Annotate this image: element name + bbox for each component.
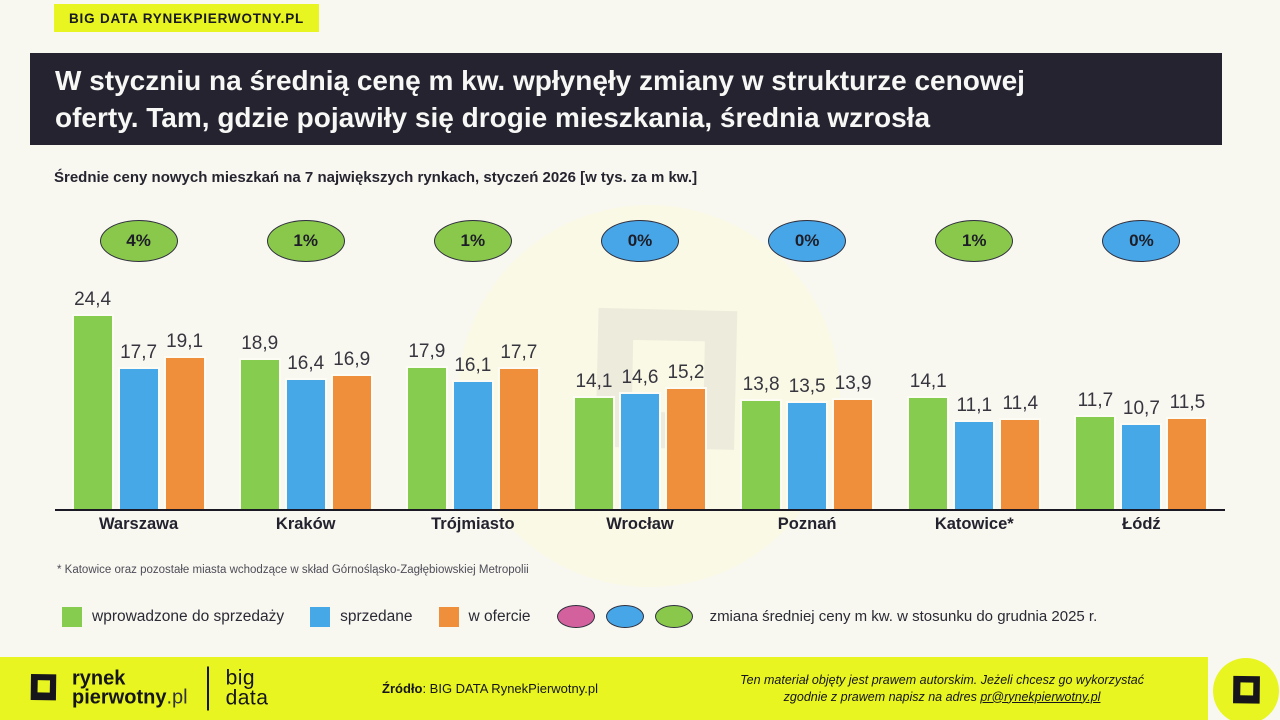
bar-group [55, 220, 222, 509]
page-title-line2: oferty. Tam, gdzie pojawiły się drogie mieszkania, średnia wzrosła [55, 102, 931, 133]
bar-cell [999, 393, 1041, 509]
bar [953, 420, 995, 509]
bar [740, 399, 782, 509]
bar [573, 396, 615, 509]
rynekpierwotny-cube-icon [1226, 669, 1266, 714]
change-badge: 1% [434, 220, 512, 262]
legend-label-sold: sprzedane [340, 607, 413, 625]
bar-cell [285, 353, 327, 509]
bar-group [1058, 220, 1225, 509]
bar [331, 374, 373, 509]
city-label: Trójmiasto [431, 515, 515, 533]
bar-cell [573, 371, 615, 509]
change-badge: 0% [1102, 220, 1180, 262]
legend [62, 605, 1097, 628]
change-note: zmiana średniej ceny m kw. w stosunku do grudnia 2025 r. [709, 608, 1098, 625]
bar [619, 392, 661, 509]
bar-value-label: 11,7 [1077, 390, 1114, 412]
bar-cell [118, 342, 160, 509]
source-value: : BIG DATA RynekPierwotny.pl [422, 681, 598, 696]
bar-cell [1074, 390, 1116, 509]
bar [285, 378, 327, 509]
bar-value-label: 18,9 [241, 332, 279, 354]
bar-chart [55, 220, 1225, 509]
bar-value-label: 16,9 [333, 348, 371, 370]
bar [72, 314, 114, 509]
bar-cell [619, 367, 661, 509]
bar-value-label: 17,7 [500, 342, 538, 364]
logo-word-pierwotny: pierwotny [72, 686, 167, 709]
logo-word-data: data [225, 686, 269, 710]
brand-logo [24, 665, 268, 712]
page-title-line1: W styczniu na średnią cenę m kw. wpłynęły zmiany w strukturze cenowej [55, 65, 1025, 96]
logo-word-rynek: rynek [72, 667, 126, 690]
change-oval-pink-icon [557, 605, 595, 628]
bar-triplet [573, 362, 707, 509]
bar [498, 367, 540, 509]
bar [832, 398, 874, 509]
bar-cell [953, 395, 995, 509]
bar-cell [665, 362, 707, 509]
bar [118, 367, 160, 509]
bar-value-label: 14,6 [621, 367, 659, 389]
bar-group [556, 220, 723, 509]
copyright-note [740, 672, 1144, 706]
city-label: Wrocław [606, 515, 674, 533]
source-note [382, 657, 598, 720]
rynekpierwotny-logo-icon [24, 665, 62, 712]
city-label: Poznań [777, 515, 837, 533]
city-label: Łódź [1122, 515, 1161, 533]
x-axis-line [55, 509, 1225, 511]
bar [1120, 423, 1162, 509]
legend-label-introduced: wprowadzone do sprzedaży [92, 607, 285, 625]
bigdata-logo-text [225, 666, 269, 710]
brand-badge [54, 4, 319, 32]
change-badge: 0% [601, 220, 679, 262]
bar-value-label: 19,1 [166, 331, 204, 353]
bar-cell [1166, 392, 1208, 509]
bar-value-label: 17,9 [408, 340, 446, 362]
change-oval-blue-icon [606, 605, 644, 628]
legend-label-offer: w ofercie [468, 607, 531, 625]
bar-cell [452, 355, 494, 509]
bar-triplet [907, 371, 1041, 509]
bar-value-label: 11,4 [1002, 392, 1039, 414]
bar-value-label: 13,5 [788, 376, 826, 397]
bar-cell [907, 371, 949, 509]
bar [452, 380, 494, 509]
bar [1074, 415, 1116, 509]
bar-value-label: 13,8 [742, 373, 780, 395]
brand-logo-text [72, 667, 188, 709]
bar-triplet [740, 373, 874, 509]
bar-group [724, 220, 891, 509]
change-badge: 1% [935, 220, 1013, 262]
bar-triplet [239, 333, 373, 509]
bar-cell [832, 373, 874, 509]
change-badge: 4% [100, 220, 178, 262]
bar-value-label: 24,4 [74, 288, 112, 310]
page-title [30, 53, 1222, 145]
legend-swatch-blue [310, 607, 330, 627]
bar-triplet [1074, 390, 1208, 509]
corner-logo-circle [1213, 658, 1279, 720]
bar [907, 396, 949, 509]
chart-title: Średnie ceny nowych mieszkań na 7 największych rynkach, styczeń 2026 [w tys. za m kw.] [54, 169, 698, 186]
bar-value-label: 13,9 [834, 372, 872, 394]
bar-group [222, 220, 389, 509]
bar [1166, 417, 1208, 509]
bar-triplet [406, 341, 540, 509]
bar-value-label: 10,7 [1122, 398, 1160, 420]
bar [999, 418, 1041, 509]
footer-bar [0, 657, 1208, 720]
bar-triplet [72, 289, 206, 509]
bar-cell [164, 331, 206, 509]
bar-cell [1120, 398, 1162, 509]
logo-suffix-pl: .pl [166, 686, 188, 709]
city-labels [55, 515, 1225, 534]
bar-cell [331, 349, 373, 509]
bar [786, 401, 828, 509]
bar [164, 356, 206, 509]
source-label: Źródło [382, 681, 423, 696]
bar-value-label: 11,5 [1169, 392, 1206, 413]
bar [665, 387, 707, 509]
brand-badge-label: BIG DATA RYNEKPIERWOTNY.PL [69, 10, 305, 26]
legend-swatch-green [62, 607, 82, 627]
legend-swatch-orange [439, 607, 459, 627]
copyright-line1: Ten materiał objęty jest prawem autorskim. Jeżeli chcesz go wykorzystać [740, 672, 1144, 687]
change-oval-green-icon [655, 605, 693, 628]
bar [239, 358, 281, 509]
bar-cell [498, 342, 540, 509]
bar-cell [740, 374, 782, 509]
bar-value-label: 16,1 [454, 355, 492, 377]
change-badge: 0% [768, 220, 846, 262]
city-label: Katowice* [934, 515, 1014, 533]
contact-email-link[interactable]: pr@rynekpierwotny.pl [980, 689, 1101, 704]
change-badge: 1% [267, 220, 345, 262]
bar-cell [406, 341, 448, 509]
bar-group [389, 220, 556, 509]
bar-cell [786, 376, 828, 509]
bar-value-label: 14,1 [575, 371, 613, 393]
city-label: Warszawa [98, 515, 179, 533]
bar-cell [72, 289, 114, 509]
bar-cell [239, 333, 281, 509]
bar-value-label: 11,1 [956, 395, 993, 417]
copyright-line2: zgodnie z prawem napisz na adres [783, 689, 981, 704]
bar-value-label: 14,1 [909, 371, 947, 393]
bar-value-label: 15,2 [667, 362, 705, 384]
bar-value-label: 16,4 [287, 352, 325, 374]
bar-value-label: 17,7 [120, 342, 158, 364]
city-label: Kraków [275, 515, 336, 533]
bar-group [891, 220, 1058, 509]
logo-divider [207, 667, 209, 711]
logo-word-big: big [225, 666, 256, 690]
bar [406, 366, 448, 509]
footnote: * Katowice oraz pozostałe miasta wchodzące w skład Górnośląsko-Zagłębiowskiej Metropolii [57, 564, 529, 576]
